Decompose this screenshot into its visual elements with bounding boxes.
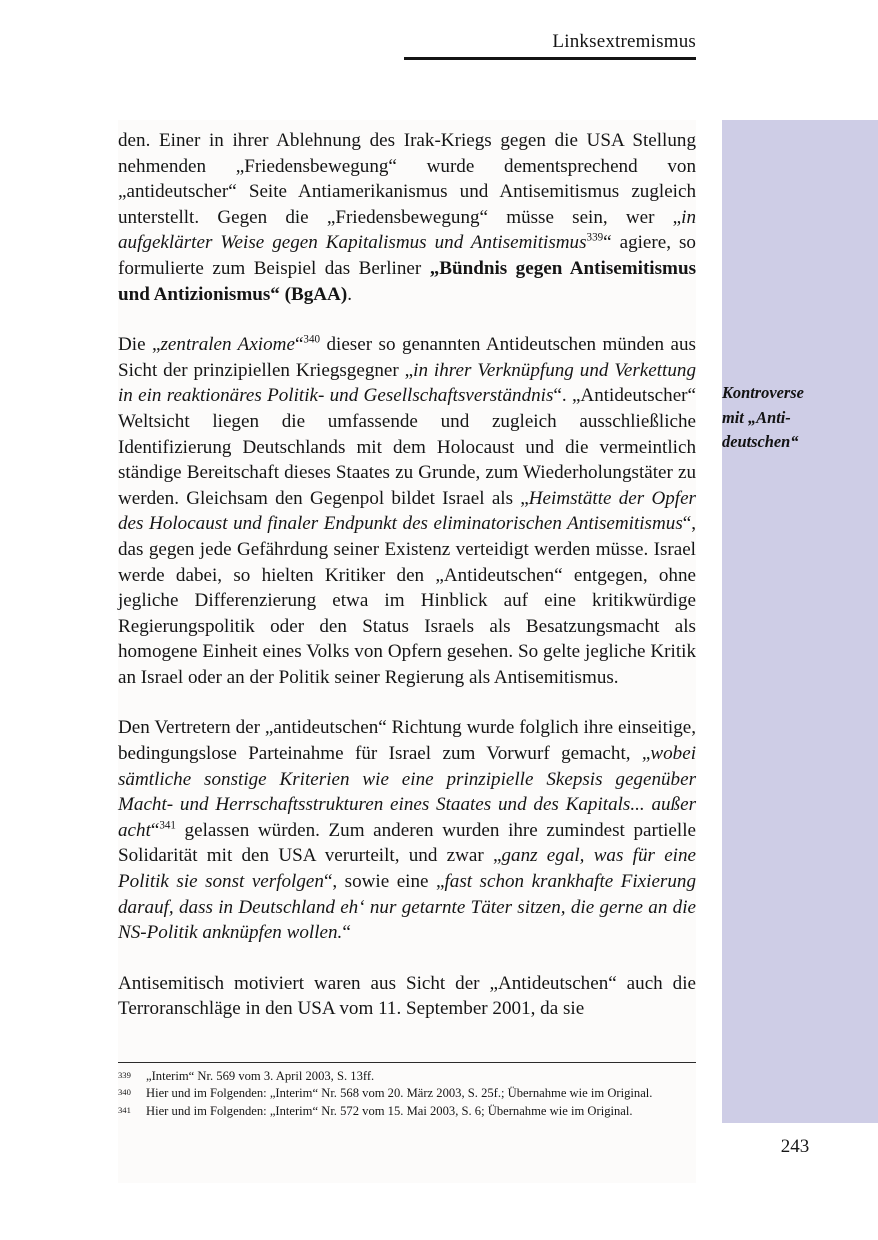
footnote-item <box>118 1068 696 1084</box>
paragraph-4 <box>118 971 696 1022</box>
footnote-text: „Interim“ Nr. 569 vom 3. April 2003, S. 13ff. <box>146 1069 375 1083</box>
p3-run-8: “ <box>342 922 351 944</box>
p3-run-1: Den Vertretern der „antideutschen“ Richtung wurde folglich ihre einseitige, bedingungslose Parteinahme für Israel zum Vorwurf gemacht, „ <box>118 717 696 765</box>
p2-run-6: “. „Antideutscher“ Weltsicht liegen die umfassende und zugleich ausschließliche Identifizierung Deutschlands mit dem Holocaust und die vermeintlich ständige Bereitschaft dieses Staates zu Grunde, zum Wiederholungstäter zu werden. Gleichsam den Gegenpol bildet Israel als „ <box>118 385 696 509</box>
footnote-text: Hier und im Folgenden: „Interim“ Nr. 568 vom 20. März 2003, S. 25f.; Übernahme wie im Original. <box>146 1086 653 1101</box>
p2-run-1: Die „ <box>118 334 161 356</box>
margin-note-line-1: Kontroverse <box>722 383 804 402</box>
margin-note-line-3: deutschen“ <box>722 432 799 451</box>
paragraph-2 <box>118 332 696 690</box>
p3-run-2-italic: wobei sämtliche sonstige Kriterien wie eine prinzipielle Skepsis gegenüber Macht- und Herrschaftsstrukturen eines Staates und des Kapitals... außer acht <box>118 743 696 841</box>
paragraph-3 <box>118 715 696 945</box>
p2-run-2-italic: zentralen Axiome <box>160 334 295 356</box>
footnote-number: 340 <box>118 1087 131 1098</box>
footnote-list <box>118 1068 696 1120</box>
body-text-column <box>118 128 696 1022</box>
p1-run-1: den. Einer in ihrer Ablehnung des Irak-Kriegs gegen die USA Stellung nehmenden „Friedensbewegung“ wurde dementsprechend von „antideutscher“ Seite Antiamerikanismus und Antisemitismus zugleich unterstellt. Gegen die „Friedensbewegung“ müsse sein, wer „ <box>118 130 696 228</box>
margin-note-line-2: mit „Anti- <box>722 407 791 427</box>
p4-run-1: Antisemitisch motiviert waren aus Sicht der „Antideutschen“ auch die Terroranschläge in den USA vom 11. September 2001, da sie <box>118 972 696 1020</box>
p1-run-2-italic: in aufgeklärter Weise gegen Kapitalismus und Antisemitismus <box>118 206 696 254</box>
p3-run-6: “, sowie eine „ <box>323 871 445 893</box>
p1-run-4-bold: „Bündnis gegen Antisemitismus und Antizionismus“ (BgAA) <box>118 257 697 305</box>
page-number: 243 <box>780 1136 810 1157</box>
paragraph-1 <box>118 128 696 307</box>
footnote-separator-rule <box>118 1062 696 1063</box>
p1-run-3: “ agiere, so formulierte zum Beispiel das Berliner <box>118 232 696 279</box>
margin-note-panel <box>722 120 878 1123</box>
running-head-rule <box>404 57 696 60</box>
p2-run-3: “ <box>294 334 304 356</box>
footnote-item <box>118 1103 696 1119</box>
p3-run-7-italic: fast schon krankhafte Fixierung darauf, dass in Deutschland eh‘ nur getarnte Täter sitzen, die gerne an die NS-Politik anknüpfen wollen. <box>118 871 696 944</box>
footnote-marker-340: 340 <box>303 333 321 346</box>
footnote-number: 341 <box>118 1104 131 1115</box>
p2-run-5-italic: in ihrer Verknüpfung und Verkettung in ein reaktionäres Politik- und Gesellschaftsverständnis <box>118 359 696 407</box>
footnote-text: Hier und im Folgenden: „Interim“ Nr. 572 vom 15. Mai 2003, S. 6; Übernahme wie im Original. <box>146 1103 633 1118</box>
p3-run-3: “ <box>150 819 160 841</box>
footnote-item <box>118 1085 696 1101</box>
footnote-marker-339: 339 <box>586 232 604 245</box>
footnote-number: 339 <box>118 1070 131 1080</box>
footnote-marker-341: 341 <box>159 819 176 832</box>
p1-run-5: . <box>347 283 352 305</box>
p2-run-8: “, das gegen jede Gefährdung seiner Existenz verteidigt werden müsse. Israel werde dabei, so hielten Kritiker den „Antideutschen“ entgegen, ohne jegliche Differenzierung etwa im Hinblick auf eine kritikwürdige Regierungspolitik oder den Status Israels als Besatzungsmacht als homogene Einheit eines Volks von Opfern gesehen. So gelte jegliche Kritik an Israel oder an der Politik seiner Regierung als Antisemitismus. <box>118 513 696 688</box>
p3-run-4: gelassen würden. Zum anderen wurden ihre zumindest partielle Solidarität mit den USA verurteilt, und zwar „ <box>118 819 696 867</box>
p2-run-4: dieser so genannten Antideutschen münden aus Sicht der prinzipiellen Kriegsgegner „ <box>118 334 696 381</box>
p2-run-7-italic: Heimstätte der Opfer des Holocaust und finaler Endpunkt des eliminatorischen Antisemitismus <box>118 487 696 535</box>
p3-run-5-italic: ganz egal, was für eine Politik sie sonst verfolgen <box>118 845 696 893</box>
margin-note <box>722 381 872 455</box>
running-head: Linksextremismus <box>552 31 696 52</box>
